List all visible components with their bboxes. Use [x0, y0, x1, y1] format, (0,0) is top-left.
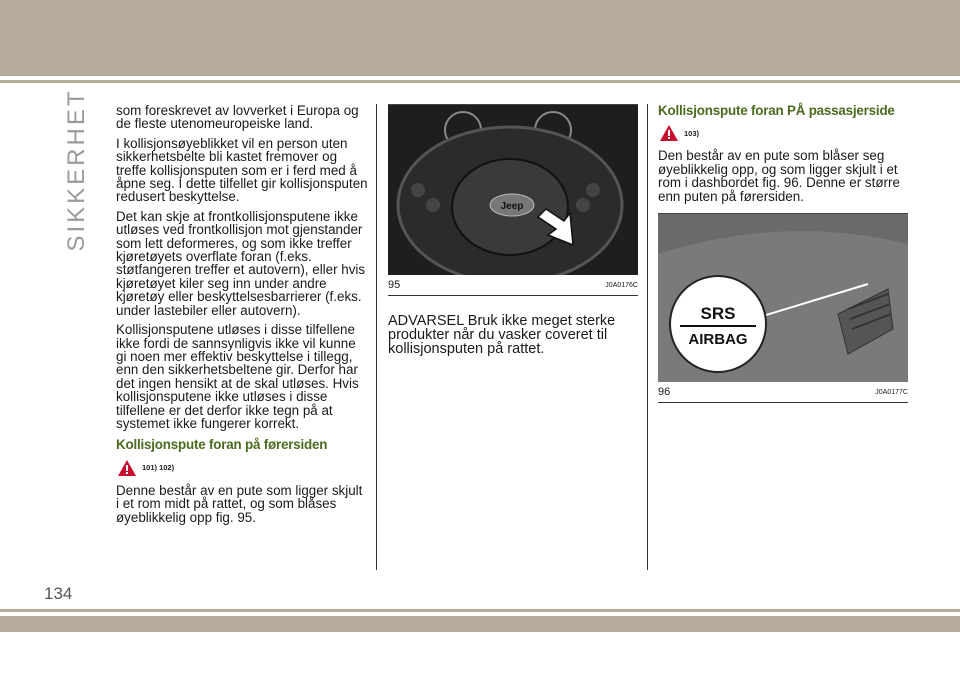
warning-reference [660, 123, 908, 143]
figure-code: J0A0177C [875, 389, 908, 397]
paragraph: Den består av en pute som blåser seg øyeblikkelig opp, og som ligger skjult i et rom i dashbordet fig. 96. Denne er større enn puten på førersiden. [658, 148, 900, 204]
srs-label: SRS [700, 304, 736, 324]
column-3 [658, 104, 908, 403]
page-number: 134 [44, 584, 73, 603]
bottom-rule [0, 609, 960, 612]
figure-96-dashboard [658, 213, 908, 382]
paragraph: Det kan skje at frontkollisjonsputene ikke utløses ved frontkollisjon mot gjenstander som lett deformeres, og som ikke treffer kjøretøyets overflate foran (f.eks. støtfangeren treffer et autovern), eller hvis kjøretøyet kiler seg inn under andre kjøretøy eller beskyttelsesbarrierer (f.eks. under lastebiler eller autovern). [116, 208, 366, 318]
jeep-logo: Jeep [500, 201, 524, 212]
figure-code: J0A0176C [605, 282, 638, 289]
warning-text: ADVARSEL Bruk ikke meget sterke produkter når du vasker coveret til kollisjonsputen på rattet. [388, 313, 616, 358]
paragraph: som foreskrevet av lovverket i Europa og de fleste utenomeuropeiske land. [116, 103, 359, 132]
dashboard-illustration [658, 214, 908, 382]
column-2 [388, 104, 638, 362]
column-divider [376, 104, 377, 570]
bottom-band [0, 616, 960, 632]
warning-reference [118, 458, 368, 478]
airbag-label: AIRBAG [688, 331, 748, 349]
warning-refs: 101) 102) [142, 463, 175, 473]
figure-caption [388, 275, 638, 296]
figure-number: 95 [388, 279, 401, 291]
paragraph: Kollisjonsputene utløses i disse tilfellene ikke fordi de sannsynligvis ikke vil kunne gi noen mer effektiv beskyttelse i tillegg, enn den sikkerhetsbeltene gir. Derfor har det ingen hensikt at de skal utløses. Hvis kollisjonsputene ikke utløses i disse tilfellene er det derfor ikke tegn på at systemet ikke fungerer korrekt. [116, 322, 359, 431]
figure-95-steering-wheel [388, 104, 638, 275]
top-band [0, 0, 960, 76]
column-1 [116, 104, 368, 530]
paragraph: I kollisjonsøyeblikket vil en person uten sikkerhetsbelte bli kastet fremover og treffe kollisjonsputen som er i ferd med å åpne seg. I dette tilfellet gir kollisjonsputen redusert beskyttelse. [116, 135, 368, 205]
warning-triangle-icon [118, 460, 136, 476]
figure-number: 96 [658, 386, 671, 399]
column-divider [647, 104, 648, 570]
warning-refs: 103) [684, 128, 700, 138]
section-title: SIKKERHET [63, 88, 90, 252]
passenger-airbag-heading: Kollisjonspute foran PÅ passasjerside [658, 103, 895, 118]
steering-wheel-illustration [388, 105, 638, 275]
paragraph: Denne består av en pute som ligger skjult i et rom midt på rattet, og som blåses øyeblikkelig opp fig. 95. [116, 482, 363, 525]
section-side-tab [63, 88, 90, 252]
warning-triangle-icon [660, 125, 678, 141]
figure-caption [658, 382, 908, 403]
driver-airbag-heading: Kollisjonspute foran på førersiden [116, 437, 328, 453]
top-rule [0, 80, 960, 83]
